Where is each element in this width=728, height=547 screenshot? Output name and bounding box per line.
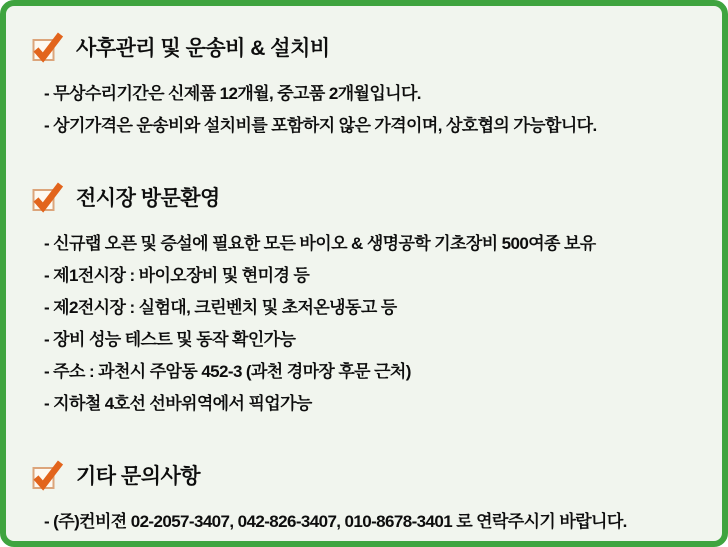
notice-section xyxy=(32,184,698,420)
section-header xyxy=(32,462,698,492)
list-item: - 상기가격은 운송비와 설치비를 포함하지 않은 가격이며, 상호협의 가능합니다. xyxy=(44,116,597,135)
list-item: - 제1전시장 : 바이오장비 및 현미경 등 xyxy=(44,266,310,285)
list-item: - 주소 : 과천시 주암동 452-3 (과천 경마장 후문 근처) xyxy=(44,362,411,381)
section-items xyxy=(32,228,698,420)
list-item: - 무상수리기간은 신제품 12개월, 중고품 2개월입니다. xyxy=(44,84,421,103)
checkbox-checked-icon xyxy=(32,182,64,212)
checkbox-checked-icon xyxy=(32,32,64,62)
list-item: - 장비 성능 테스트 및 동작 확인가능 xyxy=(44,330,296,349)
notice-section xyxy=(32,34,698,142)
section-items xyxy=(32,506,698,538)
section-title: 전시장 방문환영 xyxy=(76,187,220,211)
list-item: - (주)컨비젼 02-2057-3407, 042-826-3407, 010-8678-3401 로 연락주시기 바랍니다. xyxy=(44,512,627,531)
section-header xyxy=(32,34,698,64)
notice-section xyxy=(32,462,698,538)
section-title: 사후관리 및 운송비 & 설치비 xyxy=(76,37,330,61)
section-items xyxy=(32,78,698,142)
list-item: - 지하철 4호선 선바위역에서 픽업가능 xyxy=(44,394,312,413)
list-item: - 제2전시장 : 실험대, 크린벤치 및 초저온냉동고 등 xyxy=(44,298,397,317)
list-item: - 신규랩 오픈 및 증설에 필요한 모든 바이오 & 생명공학 기초장비 500여종 보유 xyxy=(44,234,596,253)
section-header xyxy=(32,184,698,214)
checkbox-checked-icon xyxy=(32,460,64,490)
section-title: 기타 문의사항 xyxy=(76,465,201,489)
